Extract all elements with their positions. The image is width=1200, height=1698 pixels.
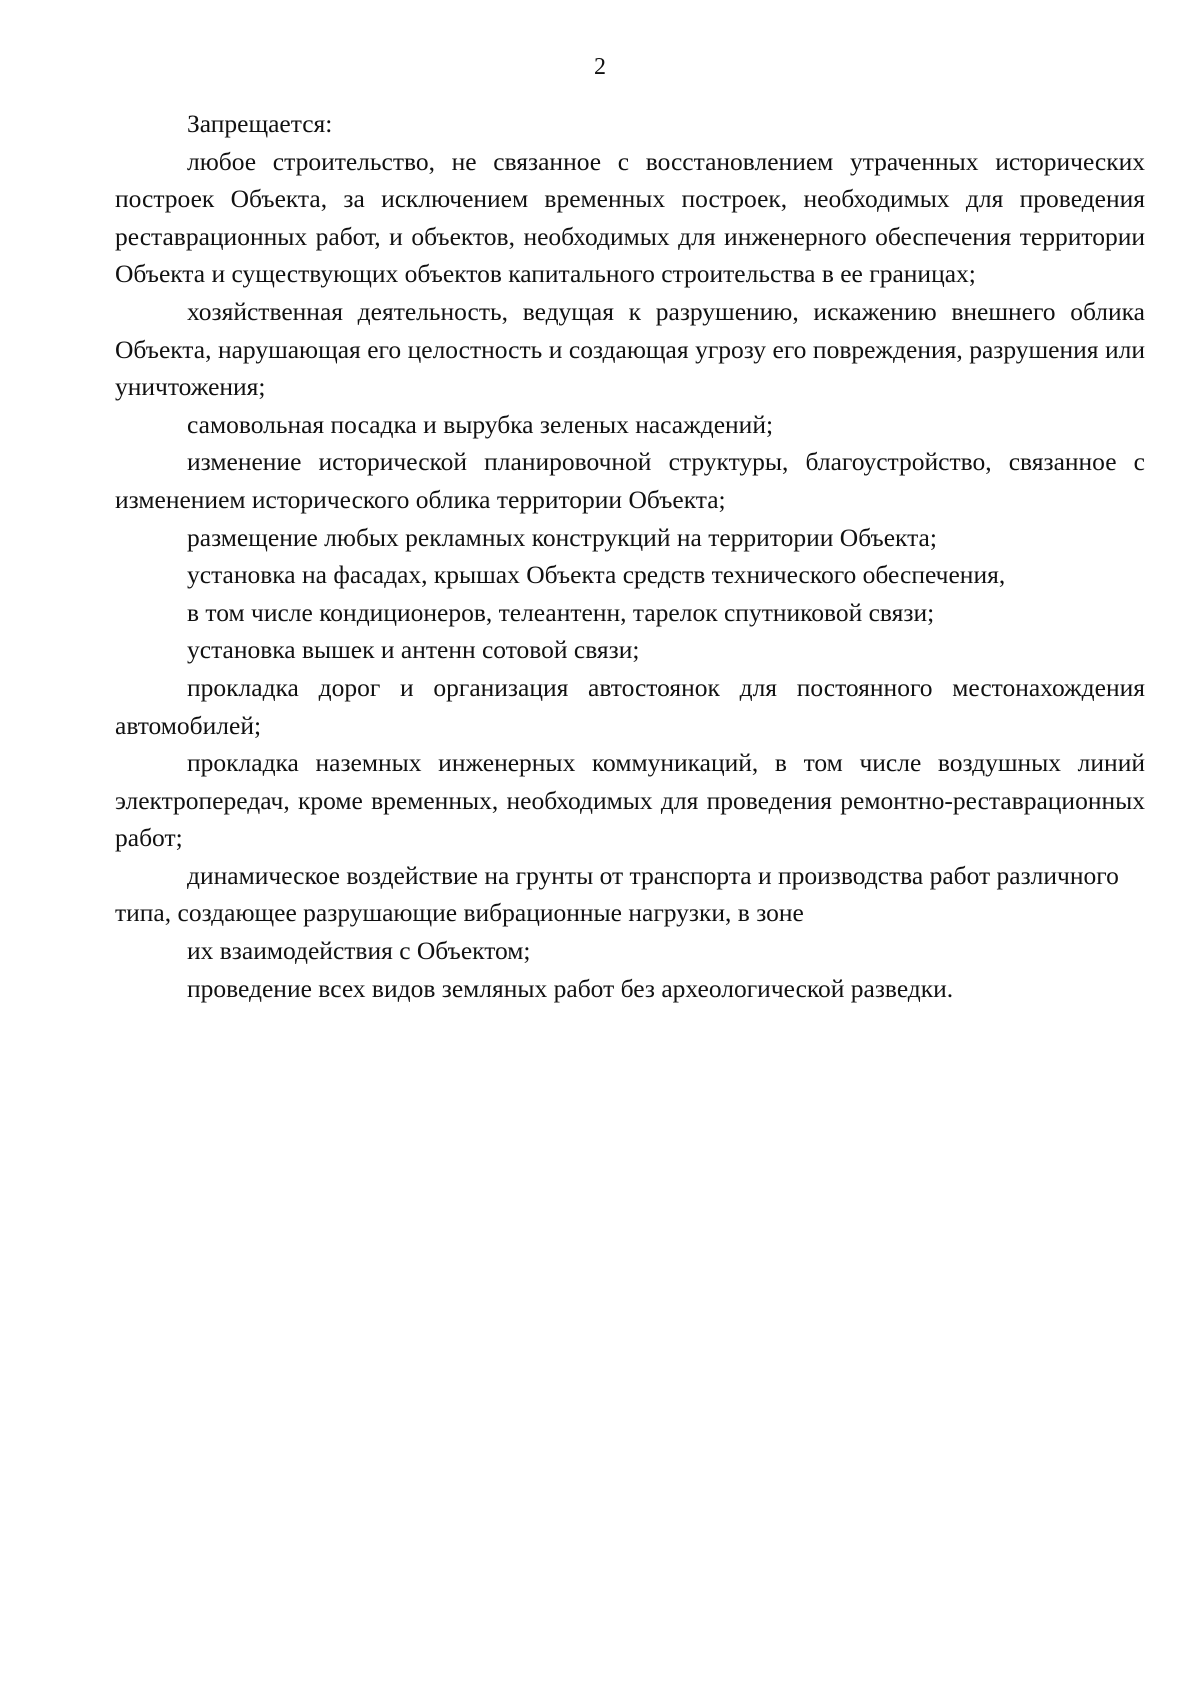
paragraph-roads-parking: прокладка дорог и организация автостоянок для постоянного местонахождения автомобилей; [115,672,1145,740]
paragraph-planting: самовольная посадка и вырубка зеленых насаждений; [187,409,774,439]
document-body [115,105,1145,1007]
paragraph-technical-equipment: установка на фасадах, крышах Объекта средств технического обеспечения, [187,560,1006,590]
paragraph-interaction: их взаимодействия с Объектом; [187,936,531,966]
paragraph-advertising: размещение любых рекламных конструкций на территории Объекта; [187,522,937,552]
paragraph-cell-towers: установка вышек и антенн сотовой связи; [187,635,640,665]
paragraph-planning-structure: изменение исторической планировочной структуры, благоустройство, связанное с изменением исторического облика территории Объекта; [115,447,1145,514]
paragraph-dynamic-impact: динамическое воздействие на грунты от транспорта и производства работ различного типа, создающее разрушающие вибрационные нагрузки, в зоне [115,860,1119,928]
paragraph-economic-activity: хозяйственная деятельность, ведущая к разрушению, искажению внешнего облика Объекта, нарушающая его целостность и создающая угрозу его повреждения, разрушения или уничтожения; [115,296,1145,402]
paragraph-air-conditioners: в том числе кондиционеров, телеантенн, тарелок спутниковой связи; [187,597,935,627]
paragraph-earthworks: проведение всех видов земляных работ без археологической разведки. [187,973,954,1003]
paragraph-communications: прокладка наземных инженерных коммуникаций, в том числе воздушных линий электропередач, кроме временных, необходимых для проведения ремонтно-реставрационных работ; [115,748,1145,853]
paragraph-prohibited-heading: Запрещается: [187,109,333,138]
paragraph-construction: любое строительство, не связанное с восстановлением утраченных исторических построек Объекта, за исключением временных построек, необходимых для проведения реставрационных работ, и объектов, необходимых для инженерного обеспечения территории Объекта и существующих объектов капитального строительства в ее границах; [115,146,1145,289]
page-number: 2 [594,54,606,80]
